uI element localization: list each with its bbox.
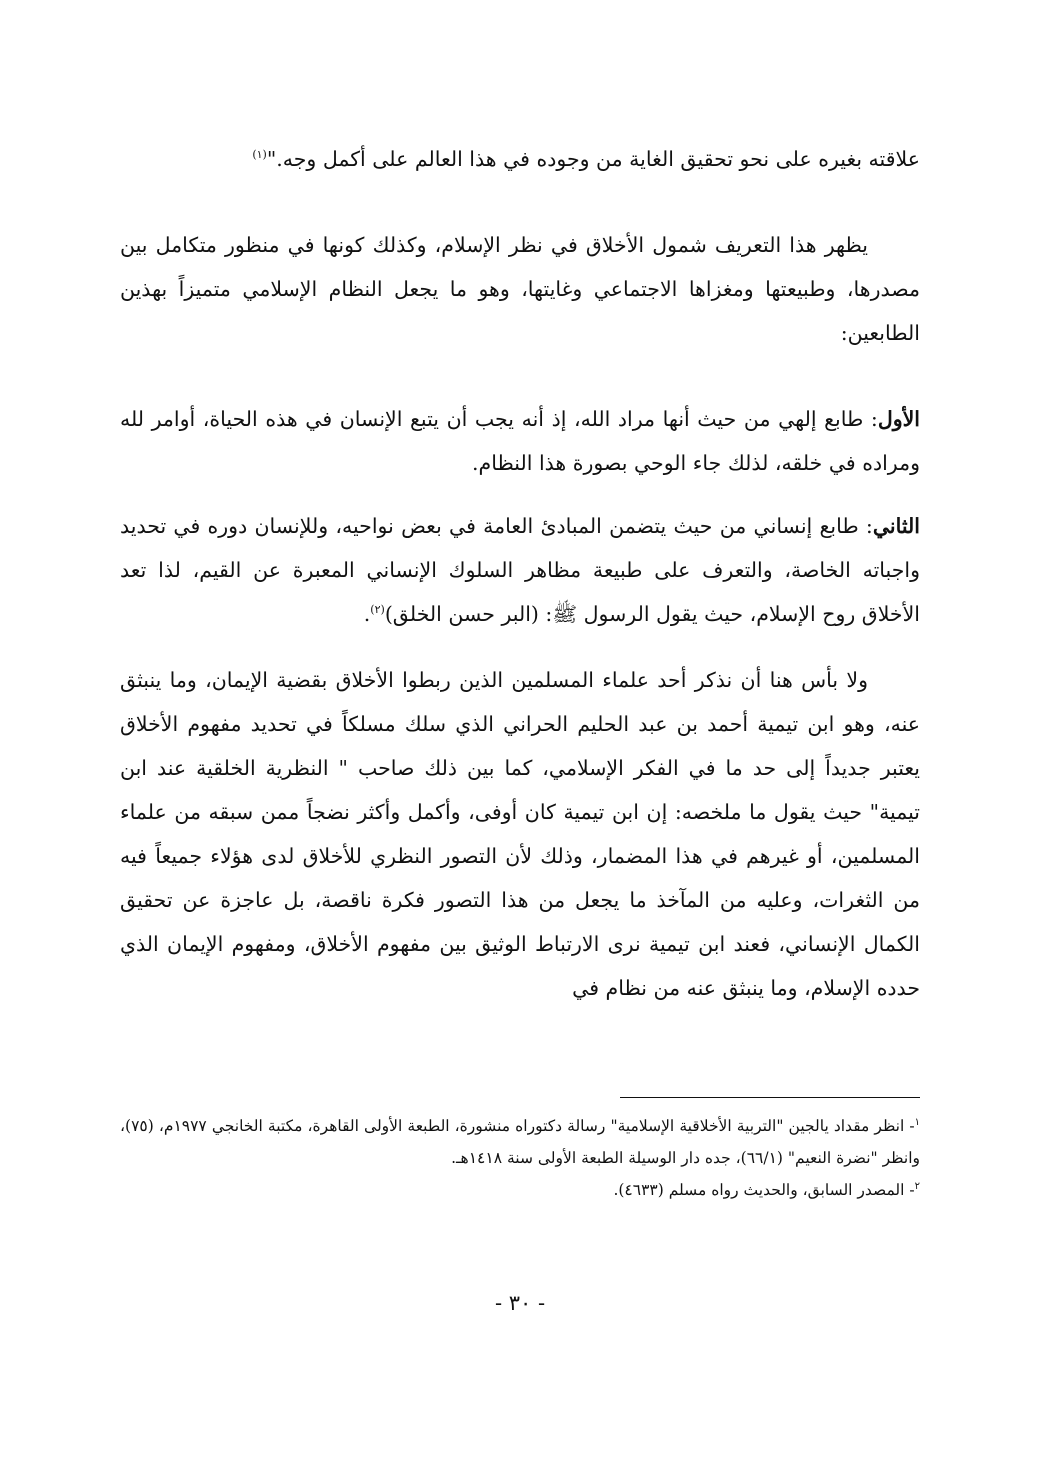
footnote-text: - انظر مقداد يالجين "التربية الأخلاقية الإسلامية" رسالة دكتوراه منشورة، الطبعة الأولى القاهرة، مكتبة الخانجي ١٩٧٧م، (٧٥)، وانظر "نضرة النعيم" (٦٦/١)، جده دار الوسيلة الطبعة الأولى سنة ١٤١٨هـ.	[120, 1117, 920, 1167]
footnote-1	[120, 1110, 920, 1174]
footnote-divider	[620, 1097, 920, 1098]
paragraph-text: : طابع إنساني من حيث يتضمن المبادئ العامة في بعض نواحيه، وللإنسان دوره في تحديد واجباته الخاصة، والتعرف على طبيعة مظاهر السلوك الإنساني المعبرة عن القيم، لذا تعد الأخلاق روح الإسلام، حيث يقول الرسول ﷺ: (البر حسن الخلق)	[120, 514, 920, 626]
paragraph-tail: .	[363, 602, 371, 626]
paragraph-second-trait	[120, 504, 920, 636]
footnote-text: - المصدر السابق، والحديث رواه مسلم (٤٦٣٣).	[613, 1181, 915, 1199]
paragraph-lead-term: الأول	[877, 407, 920, 431]
paragraph-continuation	[120, 137, 920, 181]
paragraph-text: يظهر هذا التعريف شمول الأخلاق في نظر الإسلام، وكذلك كونها في منظور متكامل بين مصدرها، وطبيعتها ومغزاها الاجتماعي وغايتها، وهو ما يجعل النظام الإسلامي متميزاً بهذين الطابعين:	[120, 233, 920, 345]
paragraph-lead-term: الثاني	[872, 514, 920, 538]
footnote-mark: ١	[914, 1116, 920, 1128]
footnote-2	[120, 1174, 920, 1206]
paragraph-ibn-taymiyya	[120, 658, 920, 1010]
footnote-reference: (١)	[252, 148, 267, 162]
footnote-mark: ٢	[914, 1180, 920, 1192]
paragraph-definition-scope	[120, 223, 920, 355]
paragraph-text: علاقته بغيره على نحو تحقيق الغاية من وجوده في هذا العالم على أكمل وجه."	[266, 147, 920, 171]
page-number: - ٣٠ -	[494, 1291, 546, 1315]
paragraph-text: : طابع إلهي من حيث أنها مراد الله، إذ أنه يجب أن يتبع الإنسان في هذه الحياة، أوامر لله ومراده في خلقه، لذلك جاء الوحي بصورة هذا النظام.	[120, 407, 920, 475]
footnotes	[120, 1110, 920, 1206]
footnote-reference: (٢)	[370, 603, 385, 617]
paragraph-first-trait	[120, 397, 920, 485]
paragraph-text: ولا بأس هنا أن نذكر أحد علماء المسلمين الذين ربطوا الأخلاق بقضية الإيمان، وما ينبثق عنه، وهو ابن تيمية أحمد بن عبد الحليم الحراني الذي سلك مسلكاً في تحديد مفهوم الأخلاق يعتبر جديداً إلى حد ما في الفكر الإسلامي، كما بين ذلك صاحب " النظرية الخلقية عند ابن تيمية" حيث يقول ما ملخصه: إن ابن تيمية كان أوفى، وأكمل وأكثر نضجاً ممن سبقه من علماء المسلمين، أو غيرهم في هذا المضمار، وذلك لأن التصور النظري للأخلاق لدى هؤلاء جميعاً فيه من الثغرات، وعليه من المآخذ ما يجعل من هذا التصور فكرة ناقصة، بل عاجزة عن تحقيق الكمال الإنساني، فعند ابن تيمية نرى الارتباط الوثيق بين مفهوم الأخلاق، ومفهوم الإيمان الذي حدده الإسلام، وما ينبثق عنه من نظام في	[120, 668, 920, 1000]
